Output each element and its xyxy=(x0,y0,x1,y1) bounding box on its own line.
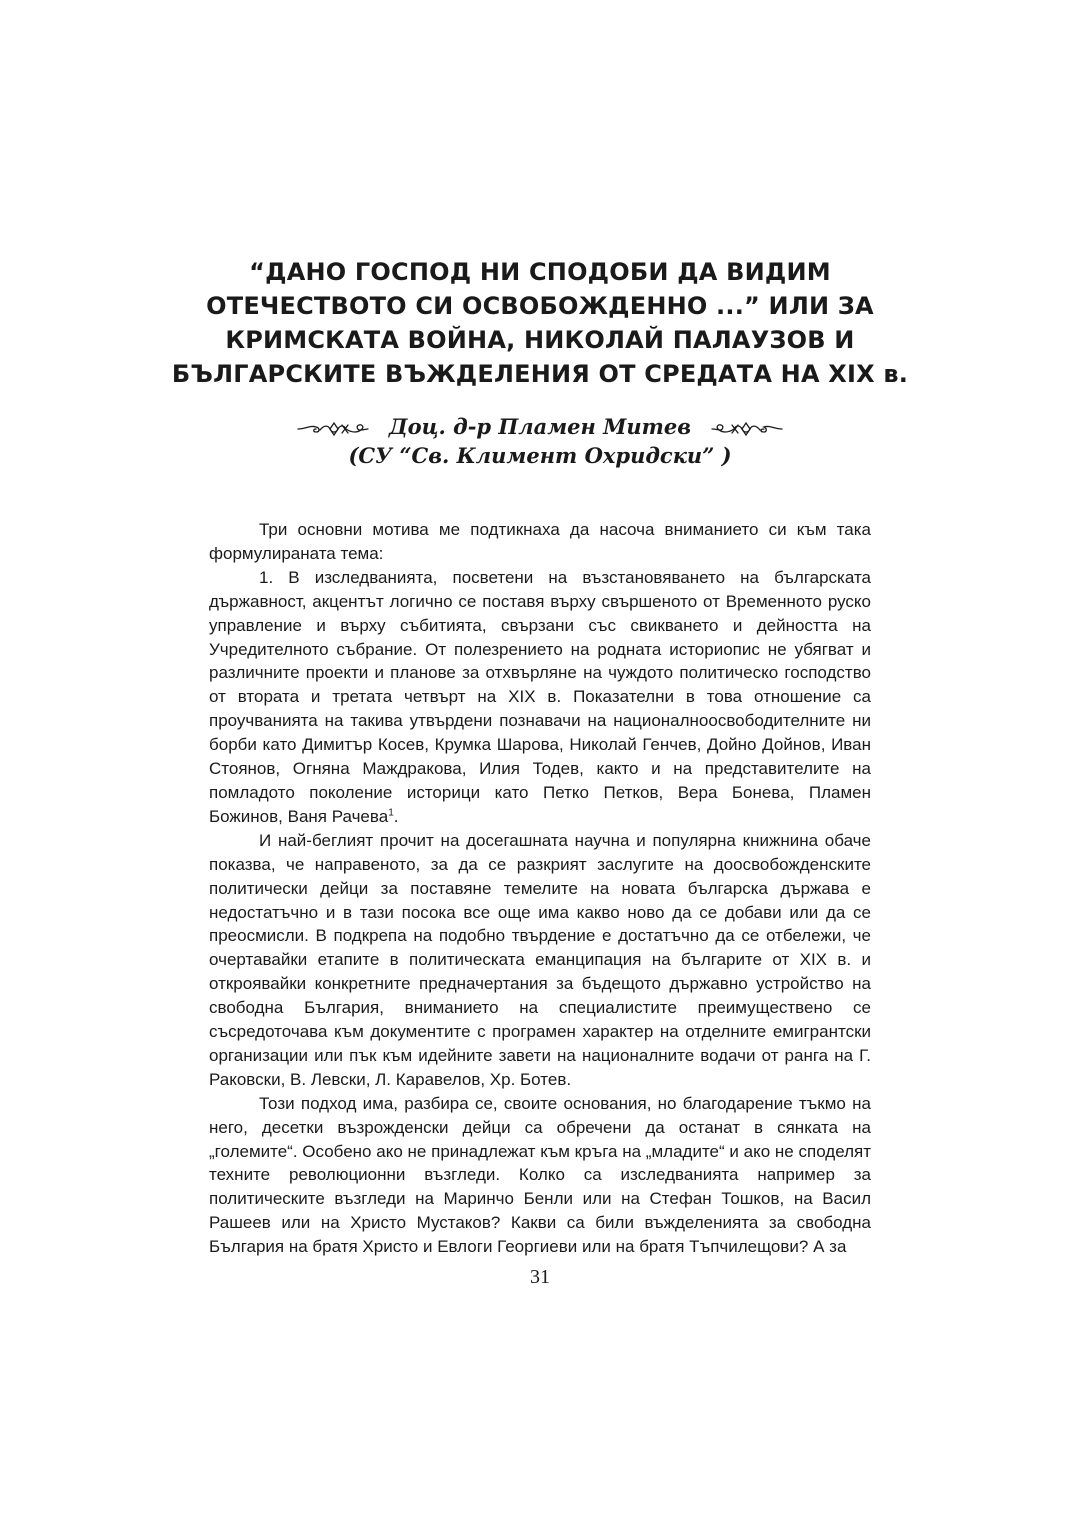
page-number: 31 xyxy=(530,1266,550,1288)
paragraph xyxy=(209,518,871,566)
paragraph xyxy=(209,1092,871,1259)
paragraph-tail: . xyxy=(393,806,399,826)
paragraph xyxy=(209,829,871,1092)
article-body xyxy=(209,518,871,1259)
title-line-4: БЪЛГАРСКИТЕ ВЪЖДЕЛЕНИЯ ОТ СРЕДАТА НА XIX в. xyxy=(171,360,909,388)
byline xyxy=(240,412,840,470)
article-title xyxy=(150,255,930,391)
left-ornament-icon xyxy=(296,419,370,439)
paragraph-text: И най-беглият прочит на досегашната научна и популярна книжнина обаче показва, че направеното, за да се разкрият заслугите на доосвобожденските политически дейци за поставяне темелите на новата българска държава е недостатъчно и в тази посока все още има какво ново да се добави или да се преосмисли. В подкрепа на подобно твърдение е достатъчно да се отбележи, че очертавайки етапите в политическата еманципация на българите от XIX в. и откроявайки конкретните предначертания за бъдещото държавно устройство на свободна България, вниманието на специалистите преимуществено се съсредоточава към документите с програмен характер на отделните емигрантски организации или пък към идейните завети на националните водачи от ранга на Г. Раковски, В. Левски, Л. Каравелов, Хр. Ботев. xyxy=(209,830,871,1089)
title-line-3: КРИМСКАТА ВОЙНА, НИКОЛАЙ ПАЛАУЗОВ И xyxy=(225,326,855,354)
paragraph xyxy=(209,566,871,829)
author-name: Доц. д-р Пламен Митев xyxy=(388,414,692,439)
paragraph-text: Три основни мотива ме подтикнаха да насоча вниманието си към така формулираната тема: xyxy=(209,520,871,563)
title-line-2: ОТЕЧЕСТВОТО СИ ОСВОБОЖДЕННО ...” ИЛИ ЗА xyxy=(206,292,874,320)
author-affiliation: (СУ “Св. Климент Охридски” ) xyxy=(348,443,732,468)
paragraph-text: Този подход има, разбира се, своите основания, но благодарение тъкмо на него, десетки възрожденски дейци са обречени да останат в сянката на „големите“. Особено ако не принадлежат към кръга на „младите“ и ако не споделят техните революционни възгледи. Колко са изследванията например за политическите възгледи на Маринчо Бенли или на Стефан Тошков, на Васил Рашеев или на Христо Мустаков? Какви са били въжделенията за свободна България на братя Христо и Евлоги Георгиеви или на братя Тъпчилещови? А за xyxy=(209,1093,871,1257)
footnote-ref[interactable]: 1 xyxy=(388,807,394,819)
title-line-1: “ДАНО ГОСПОД НИ СПОДОБИ ДА ВИДИМ xyxy=(249,258,831,286)
paragraph-text: 1. В изследванията, посветени на възстановяването на българската държавност, акцентът логично се поставя върху свършеното от Временното руско управление и върху събитията, свързани със свикването и дейността на Учредителното събрание. От полезрението на родната историопис не убягват и различните проекти и планове за отхвърляне на чуждото политическо господство от втората и третата четвърт на XIX в. Показателни в това отношение са проучванията на такива утвърдени познавачи на националноосвободителните ни борби като Димитър Косев, Крумка Шарова, Николай Генчев, Дойно Дойнов, Иван Стоянов, Огняна Маждракова, Илия Тодев, както и на представителите на помладото поколение историци като Петко Петков, Вера Бонева, Пламен Божинов, Ваня Рачева xyxy=(209,567,871,826)
right-ornament-icon xyxy=(710,419,784,439)
